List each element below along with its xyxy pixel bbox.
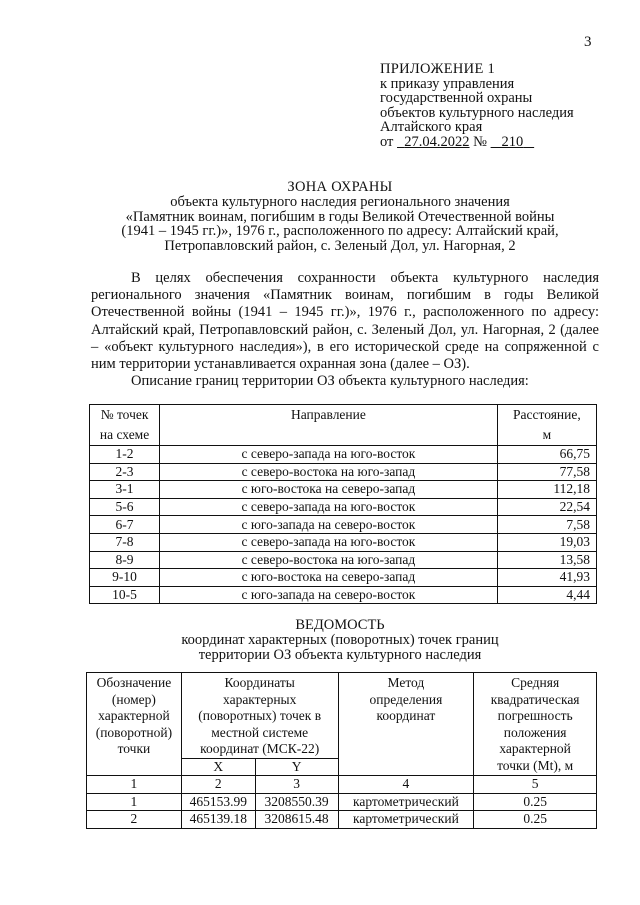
distance-header: Расстояние, м <box>497 405 596 446</box>
column-number-cell: 4 <box>338 776 474 794</box>
zone-line-1: объекта культурного наследия регионального значения <box>170 193 510 210</box>
order-number: 210 <box>501 133 524 150</box>
distance-cell: 66,75 <box>497 446 596 464</box>
direction-cell: с северо-запада на юго-восток <box>160 498 498 516</box>
direction-cell: с юго-востока на северо-запад <box>160 481 498 499</box>
direction-cell: с северо-запада на юго-восток <box>160 533 498 551</box>
distance-cell: 22,54 <box>497 498 596 516</box>
column-number-cell: 2 <box>181 776 255 794</box>
direction-cell: с юго-запада на северо-восток <box>160 586 498 604</box>
distance-cell: 4,44 <box>497 586 596 604</box>
vedomost-block <box>80 618 600 663</box>
page-number: 3 <box>584 34 592 50</box>
intro-block <box>91 270 599 390</box>
distance-cell: 41,93 <box>497 569 596 587</box>
error-cell: 0.25 <box>474 793 597 811</box>
column-numbering-row <box>87 776 597 794</box>
zone-line-4: Петропавловский район, с. Зеленый Дол, ул. Нагорная, 2 <box>164 238 516 255</box>
point-pair-cell: 7-8 <box>90 533 160 551</box>
vedomost-heading: ВЕДОМОСТЬ <box>295 617 385 633</box>
column-number-cell: 1 <box>87 776 182 794</box>
header-line: координат <box>376 708 436 723</box>
direction-cell: с северо-востока на юго-запад <box>160 551 498 569</box>
zone-line-2: «Памятник воинам, погибшим в годы Великой Отечественной войны <box>125 208 555 225</box>
intro-paragraph: В целях обеспечения сохранности объекта культурного наследия регионального значения «Памятник воинам, погибшим в годы Великой Отечественной войны (1941 – 1945 гг.)», 1976 г., расположенного по адресу: Алтайский край, Петропавловский район, с. Зеленый Дол, ул. Нагорная, 2 (далее – «объект культурного наследия»), в его исторической среде на сопряженной с ним территории устанавливается охранная зона (далее – ОЗ). <box>91 270 599 373</box>
header-line: (номер) <box>111 691 156 707</box>
point-pair-cell: 5-6 <box>90 498 160 516</box>
boundary-row <box>90 586 597 604</box>
header-line: местной системе <box>211 724 309 740</box>
vedomost-line-1: координат характерных (поворотных) точек границ <box>181 632 499 648</box>
error-header <box>474 673 597 776</box>
header-line: характерной <box>499 741 571 756</box>
header-line: точки <box>117 741 151 756</box>
header-line: Средняя <box>511 675 560 690</box>
header-line: характерных <box>223 691 297 707</box>
header-line: положения <box>503 724 567 740</box>
header-line: Метод <box>387 675 425 690</box>
direction-cell: с северо-запада на юго-восток <box>160 446 498 464</box>
zone-heading: ЗОНА ОХРАНЫ <box>287 179 393 195</box>
order-reference <box>380 135 574 150</box>
appendix-line-1: к приказу управления <box>380 75 515 92</box>
method-header <box>338 673 474 776</box>
error-cell: 0.25 <box>474 811 597 829</box>
boundary-row <box>90 533 597 551</box>
boundary-row <box>90 516 597 534</box>
points-header: № точек на схеме <box>90 405 160 446</box>
direction-cell: с северо-востока на юго-запад <box>160 463 498 481</box>
x-coordinate-cell: 465139.18 <box>181 811 255 829</box>
boundary-table-header <box>90 405 597 446</box>
boundary-row <box>90 481 597 499</box>
point-pair-cell: 2-3 <box>90 463 160 481</box>
boundary-row <box>90 463 597 481</box>
boundary-row <box>90 551 597 569</box>
appendix-line-3: объектов культурного наследия <box>380 104 574 121</box>
distance-cell: 7,58 <box>497 516 596 534</box>
method-cell: картометрический <box>338 811 474 829</box>
point-pair-cell: 9-10 <box>90 569 160 587</box>
boundary-row <box>90 569 597 587</box>
coordinate-row <box>87 811 597 829</box>
appendix-block <box>380 62 574 149</box>
point-pair-cell: 3-1 <box>90 481 160 499</box>
header-line: Координаты <box>224 675 295 690</box>
boundary-description: Описание границ территории ОЗ объекта культурного наследия: <box>131 373 529 390</box>
point-pair-cell: 10-5 <box>90 586 160 604</box>
header-line: Обозначение <box>96 675 172 690</box>
appendix-line-2: государственной охраны <box>380 90 533 106</box>
header-line: квадратическая <box>490 691 580 707</box>
coordinates-header <box>181 673 338 759</box>
coord-header-row-1 <box>87 673 597 759</box>
y-coordinate-cell: 3208615.48 <box>255 811 338 829</box>
direction-cell: с юго-запада на северо-восток <box>160 516 498 534</box>
distance-cell: 77,58 <box>497 463 596 481</box>
distance-cell: 19,03 <box>497 533 596 551</box>
header-line: характерной <box>98 708 170 723</box>
column-number-cell: 5 <box>474 776 597 794</box>
appendix-title: ПРИЛОЖЕНИЕ 1 <box>380 61 496 77</box>
point-designation-header <box>87 673 182 776</box>
column-number-cell: 3 <box>255 776 338 794</box>
method-cell: картометрический <box>338 793 474 811</box>
header-line: погрешность <box>497 708 573 723</box>
order-number-sign: № <box>473 133 487 150</box>
header-line: точки (Mt), м <box>497 757 574 773</box>
coordinates-table <box>86 672 597 829</box>
zone-title-block <box>80 180 600 254</box>
header-line: (поворотной) <box>95 724 173 740</box>
boundary-table <box>89 404 597 604</box>
appendix-line-4: Алтайского края <box>380 119 483 135</box>
header-line: координат (МСК-22) <box>200 741 320 756</box>
point-pair-cell: 6-7 <box>90 516 160 534</box>
boundary-row <box>90 446 597 464</box>
header-line: (поворотных) точек в <box>198 708 322 723</box>
x-header: X <box>181 758 255 776</box>
distance-cell: 13,58 <box>497 551 596 569</box>
order-date: 27.04.2022 <box>404 133 470 150</box>
header-line: определения <box>369 691 443 707</box>
zone-line-3: (1941 – 1945 гг.)», 1976 г., расположенного по адресу: Алтайский край, <box>121 223 559 240</box>
coordinate-row <box>87 793 597 811</box>
boundary-row <box>90 498 597 516</box>
point-id-cell: 1 <box>87 793 182 811</box>
point-id-cell: 2 <box>87 811 182 829</box>
point-pair-cell: 8-9 <box>90 551 160 569</box>
order-prefix: от <box>380 133 394 150</box>
direction-header: Направление <box>160 405 498 446</box>
direction-cell: с юго-востока на северо-запад <box>160 569 498 587</box>
x-coordinate-cell: 465153.99 <box>181 793 255 811</box>
vedomost-line-2: территории ОЗ объекта культурного наследия <box>198 647 482 663</box>
y-header: Y <box>255 758 338 776</box>
distance-cell: 112,18 <box>497 481 596 499</box>
point-pair-cell: 1-2 <box>90 446 160 464</box>
y-coordinate-cell: 3208550.39 <box>255 793 338 811</box>
